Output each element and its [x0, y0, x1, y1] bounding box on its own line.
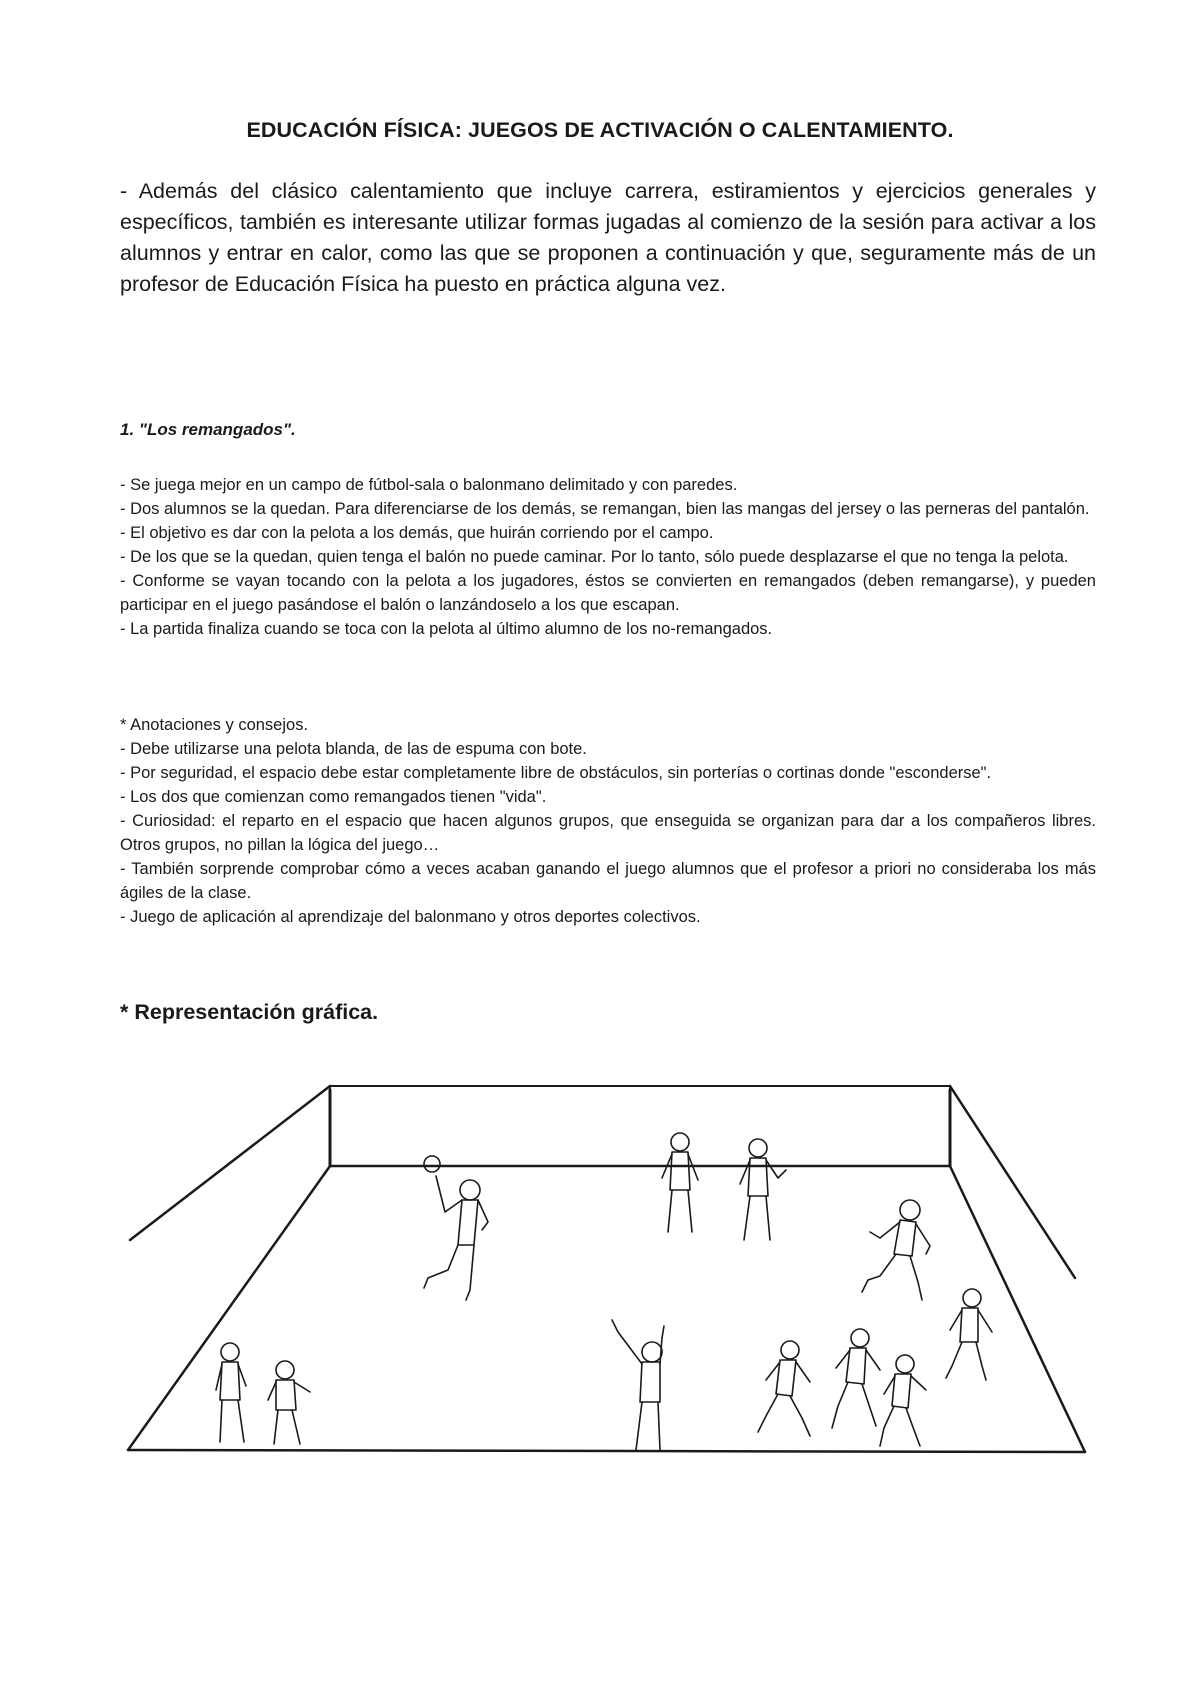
player-running	[832, 1329, 880, 1428]
court-drawing	[0, 1060, 1200, 1480]
player-standing	[662, 1133, 698, 1232]
note-item: - Juego de aplicación al aprendizaje del balonmano y otros deportes colectivos.	[120, 908, 701, 926]
rule-item: - Se juega mejor en un campo de fútbol-sala o balonmano delimitado y con paredes.	[120, 476, 738, 494]
player-with-ball	[424, 1156, 488, 1300]
graphic-title: * Representación gráfica.	[120, 1000, 379, 1024]
rule-item: - La partida finaliza cuando se toca con la pelota al último alumno de los no-remangados.	[120, 620, 773, 638]
player-standing	[216, 1343, 246, 1442]
rule-item: - De los que se la quedan, quien tenga el balón no puede caminar. Por lo tanto, sólo puede desplazarse el que no tenga la pelota.	[120, 548, 1069, 566]
player-running	[880, 1355, 926, 1446]
rule-item: - El objetivo es dar con la pelota a los demás, que huirán corriendo por el campo.	[120, 524, 714, 542]
court-floor	[128, 1166, 1085, 1452]
rules-list	[120, 473, 1096, 641]
player-running	[758, 1341, 810, 1436]
notes-heading: * Anotaciones y consejos.	[120, 716, 309, 734]
page-title: EDUCACIÓN FÍSICA: JUEGOS DE ACTIVACIÓN O CALENTAMIENTO.	[246, 118, 954, 142]
note-item: - También sorprende comprobar cómo a veces acaban ganando el juego alumnos que el profesor a priori no consideraba los más ágiles de la clase.	[120, 860, 1096, 902]
player-running	[862, 1200, 930, 1300]
court-illustration	[0, 1060, 1200, 1480]
section-title: 1. "Los remangados".	[120, 420, 296, 439]
note-item: - Los dos que comienzan como remangados tienen "vida".	[120, 788, 547, 806]
note-item: - Curiosidad: el reparto en el espacio que hacen algunos grupos, que enseguida se organizan para dar a los compañeros libres. Otros grupos, no pillan la lógica del juego…	[120, 812, 1096, 854]
player-arms-raised	[612, 1320, 664, 1450]
ball-icon	[424, 1156, 440, 1172]
rule-item: - Conforme se vayan tocando con la pelota a los jugadores, éstos se convierten en remangados (deben remangarse), y pueden participar en el juego pasándose el balón o lanzándoselo a los que escapan.	[120, 572, 1096, 614]
back-wall	[330, 1086, 950, 1166]
intro-paragraph: - Además del clásico calentamiento que incluye carrera, estiramientos y ejercicios generales y específicos, también es interesante utilizar formas jugadas al comienzo de la sesión para activar a los alumnos y entrar en calor, como las que se proponen a continuación y que, seguramente más de un profesor de Educación Física ha puesto en práctica alguna vez.	[120, 179, 1096, 296]
note-item: - Por seguridad, el espacio debe estar completamente libre de obstáculos, sin porterías o cortinas donde "esconderse".	[120, 764, 992, 782]
rule-item: - Dos alumnos se la quedan. Para diferenciarse de los demás, se remangan, bien las mangas del jersey o las perneras del pantalón.	[120, 500, 1090, 518]
notes-list	[120, 713, 1096, 929]
player-running	[946, 1289, 992, 1380]
player-walking	[268, 1361, 310, 1444]
player-standing	[740, 1139, 786, 1240]
note-item: - Debe utilizarse una pelota blanda, de las de espuma con bote.	[120, 740, 587, 758]
